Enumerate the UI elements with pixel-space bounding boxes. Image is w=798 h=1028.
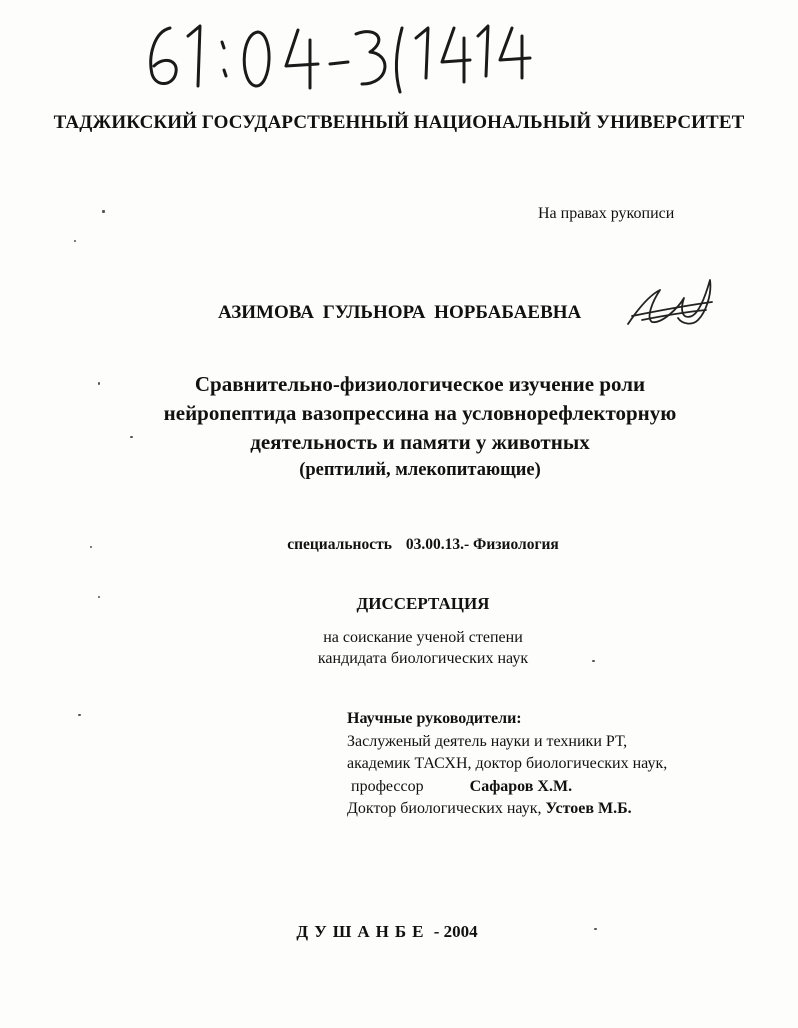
advisor-name-1: Сафаров Х.М.: [469, 777, 573, 795]
title-line-1: Сравнительно-физиологическое изучение роли: [194, 372, 646, 396]
city: ДУШАНБЕ: [296, 922, 430, 941]
document-type: ДИССЕРТАЦИЯ: [356, 594, 490, 613]
advisor-line-3: [347, 776, 667, 799]
manuscript-rights-note: На правах рукописи: [538, 205, 675, 222]
advisor-degree: Доктор биологических наук,: [347, 800, 542, 817]
scan-speck: [78, 714, 81, 716]
title-line-3: деятельность и памяти у животных: [250, 430, 590, 454]
handwritten-archive-code: [140, 14, 540, 94]
scan-speck: [98, 382, 100, 385]
dissertation-title: [100, 370, 740, 483]
degree-statement: [0, 627, 798, 669]
title-subline: (рептилий, млекопитающие): [299, 460, 541, 480]
scan-speck: [594, 928, 597, 930]
advisor-line-4: [347, 798, 667, 821]
specialty-value: 03.00.13.- Физиология: [405, 536, 559, 553]
scan-speck: [74, 240, 76, 242]
advisors-heading: Научные руководители:: [347, 710, 522, 727]
advisor-title: профессор: [351, 777, 424, 795]
specialty-line: [0, 536, 798, 554]
city-and-year: [0, 922, 774, 942]
author-name: АЗИМОВА ГУЛЬНОРА НОРБАБАЕВНА: [218, 302, 582, 323]
scan-speck: [592, 660, 595, 662]
scientific-advisors: [347, 708, 667, 821]
advisor-line-1: Заслуженый деятель науки и техники РТ,: [347, 732, 628, 750]
advisor-line-2: академик ТАСХН, доктор биологических наук,: [347, 755, 668, 772]
scan-speck: [102, 210, 105, 213]
title-line-2: нейропептида вазопрессина на условнорефлекторную: [163, 401, 677, 425]
scan-speck: [90, 546, 92, 548]
specialty-label: специальность: [287, 536, 392, 553]
year: - 2004: [433, 922, 478, 941]
degree-line-2: кандидата биологических наук: [317, 650, 529, 667]
scan-speck: [130, 436, 133, 438]
degree-line-1: на соискание ученой степени: [323, 629, 523, 646]
advisor-name-2: Устоев М.Б.: [545, 800, 632, 817]
author-signature: [622, 272, 722, 336]
scan-speck: [98, 596, 100, 598]
university-name: ТАДЖИКСКИЙ ГОСУДАРСТВЕННЫЙ НАЦИОНАЛЬНЫЙ УНИВЕРСИТЕТ: [53, 112, 745, 133]
